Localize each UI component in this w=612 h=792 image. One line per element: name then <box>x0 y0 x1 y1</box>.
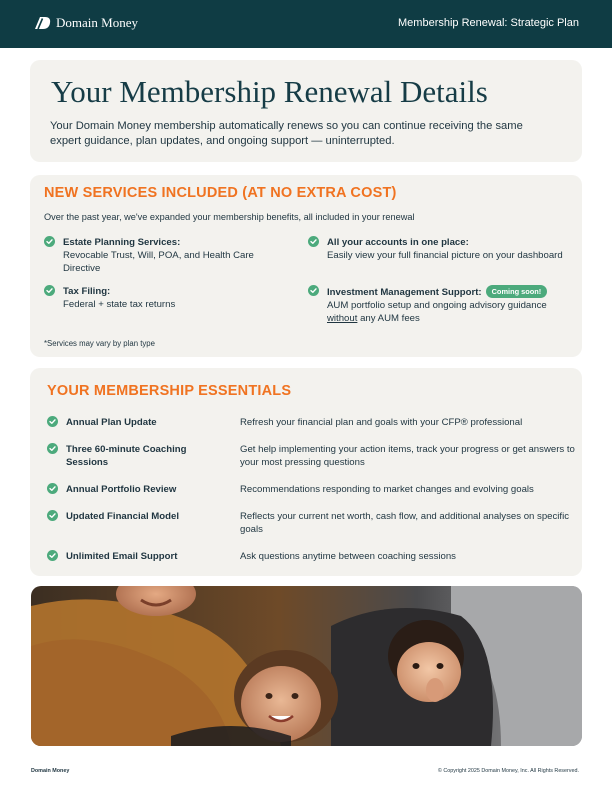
service-title: Investment Management Support: <box>327 287 482 298</box>
service-title-line <box>327 285 570 299</box>
services-footnote: *Services may vary by plan type <box>44 339 155 348</box>
essential-description: Ask questions anytime between coaching sessions <box>240 551 456 562</box>
service-description: Federal + state tax returns <box>63 299 176 310</box>
page-title: Your Membership Renewal Details <box>51 74 488 109</box>
domain-money-logo-icon <box>34 16 51 30</box>
essential-label: Annual Plan Update <box>66 417 157 428</box>
check-icon <box>47 483 58 494</box>
service-all-accounts <box>308 236 570 262</box>
check-icon <box>44 236 55 247</box>
check-icon <box>47 510 58 521</box>
check-icon <box>47 550 58 561</box>
footer-brand: Domain Money <box>31 768 70 774</box>
essentials-heading: YOUR MEMBERSHIP ESSENTIALS <box>47 383 292 399</box>
essential-label: Annual Portfolio Review <box>66 484 177 495</box>
check-icon <box>47 443 58 454</box>
essential-description: Get help implementing your action items, track your progress or get answers to your most pressing questions <box>240 444 575 468</box>
membership-essentials-card <box>30 368 582 576</box>
check-icon <box>308 236 319 247</box>
check-icon <box>308 285 319 296</box>
check-icon <box>47 416 58 427</box>
service-title: Tax Filing: <box>63 286 111 297</box>
description-text: AUM portfolio setup and ongoing advisory guidance <box>327 300 547 311</box>
service-tax-filing <box>44 285 284 311</box>
document-title: Membership Renewal: Strategic Plan <box>398 17 579 29</box>
service-description: Easily view your full financial picture on your dashboard <box>327 250 563 261</box>
description-emphasis: without <box>327 313 358 324</box>
essential-description: Recommendations responding to market changes and evolving goals <box>240 484 534 495</box>
family-photo <box>31 586 582 746</box>
coming-soon-badge: Coming soon! <box>486 285 548 298</box>
service-description: Revocable Trust, Will, POA, and Health Care Directive <box>63 250 254 274</box>
renewal-details-card <box>30 60 582 162</box>
check-icon <box>44 285 55 296</box>
essential-description: Refresh your financial plan and goals with your CFP® professional <box>240 417 523 428</box>
header-bar <box>0 0 612 48</box>
essential-description: Reflects your current net worth, cash flow, and additional analyses on specific goals <box>240 511 570 535</box>
essential-label: Updated Financial Model <box>66 511 180 522</box>
renewal-intro-text: Your Domain Money membership automatically renews so you can continue receiving the same expert guidance, plan updates, and ongoing support — uninterrupted. <box>50 120 523 147</box>
family-photo-illustration <box>31 586 582 746</box>
essential-label: Three 60-minute Coaching Sessions <box>66 444 187 468</box>
new-services-card <box>30 175 582 357</box>
service-estate-planning <box>44 236 284 275</box>
service-investment-management <box>308 285 570 325</box>
brand-name: Domain Money <box>56 15 138 30</box>
service-title: Estate Planning Services: <box>63 237 181 248</box>
new-services-heading: NEW SERVICES INCLUDED (AT NO EXTRA COST) <box>44 185 397 201</box>
footer-copyright: © Copyright 2025 Domain Money, Inc. All Rights Reserved. <box>437 768 579 774</box>
description-text-end: any AUM fees <box>357 313 420 324</box>
brand <box>34 15 138 31</box>
service-description <box>327 299 570 325</box>
new-services-intro: Over the past year, we've expanded your membership benefits, all included in your renewal <box>44 212 415 222</box>
essential-label: Unlimited Email Support <box>66 551 178 562</box>
service-title: All your accounts in one place: <box>327 237 469 248</box>
